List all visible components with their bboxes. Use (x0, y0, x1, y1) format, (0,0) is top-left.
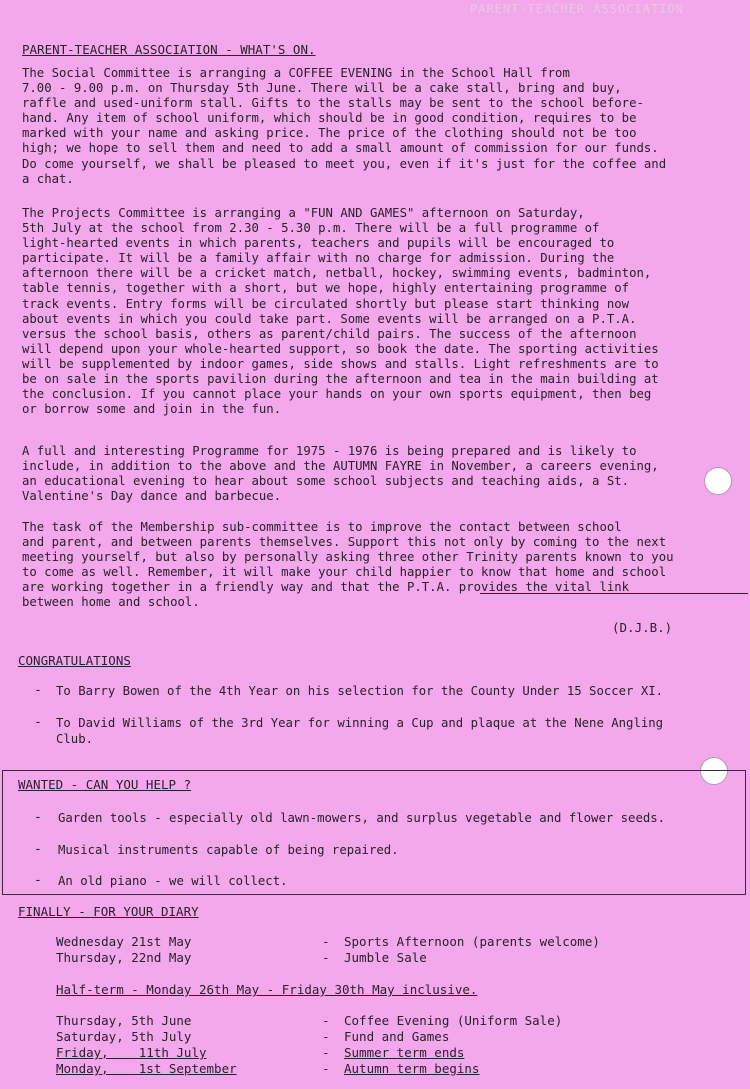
diary-dash: - (322, 934, 330, 949)
wanted-heading: WANTED - CAN YOU HELP ? (18, 777, 192, 792)
signature: (D.J.B.) (612, 620, 673, 635)
congrats-item: To David Williams of the 3rd Year for winning a Cup and plaque at the Nene Angling Club. (56, 716, 664, 746)
wanted-item: Musical instruments capable of being repaired. (58, 843, 399, 857)
diary-heading: FINALLY - FOR YOUR DIARY (18, 904, 199, 919)
diary-dash: - (322, 1061, 330, 1076)
diary-date: Friday, 11th July (56, 1045, 207, 1060)
bullet-dash: - (34, 873, 42, 888)
diary-dash: - (322, 1045, 330, 1060)
pta-heading: PARENT-TEACHER ASSOCIATION - WHAT'S ON. (22, 42, 316, 57)
faded-header: PARENT-TEACHER ASSOCIATION (470, 2, 684, 16)
diary-event: Coffee Evening (Uniform Sale) (344, 1013, 563, 1028)
diary-dash: - (322, 1013, 330, 1028)
punch-hole (704, 467, 732, 495)
fun-and-games-paragraph: The Projects Committee is arranging a "FUN AND GAMES" afternoon on Saturday, 5th July at the school from 2.30 - 5.30 p.m. There will be a full programme of light-hearted events in which parents, teachers and pupils will be encouraged to participate. It will be a family affair with no charge for admission. During the afternoon there will be a cricket match, netball, hockey, swimming events, badminton, table tennis, together with a short, but we hope, highly entertaining programme of track events. Entry forms will be circulated shortly but please start thinking now about events in which you could take part. Some events will be arranged on a P.T.A. versus the school basis, others as parent/child pairs. The success of the afternoon will depend upon your whole-hearted support, so book the date. The sporting activities will be supplemented by indoor games, side shows and stalls. Light refreshments are to be on sale in the sports pavilion during the afternoon and tea in the main building at the conclusion. If you cannot place your hands on your own sports equipment, then beg or borrow some and join in the fun. (22, 206, 659, 417)
wanted-item: An old piano - we will collect. (58, 874, 288, 888)
diary-date: Thursday, 5th June (56, 1013, 192, 1028)
diary-event: Sports Afternoon (parents welcome) (344, 934, 600, 949)
diary-date: Saturday, 5th July (56, 1029, 192, 1044)
congrats-item: To Barry Bowen of the 4th Year on his selection for the County Under 15 Soccer XI. (56, 684, 664, 698)
bullet-dash: - (34, 810, 42, 825)
diary-event: Summer term ends (344, 1045, 465, 1060)
bullet-dash: - (34, 842, 42, 857)
membership-paragraph: The task of the Membership sub-committee is to improve the contact between school and parent, and between parents themselves. Support this not only by coming to the next meeting yourself, but also by personally asking three other Trinity parents known to you to come as well. Remember, it will make your child happier to know that home and school are working together in a friendly way and that the P.T.A. provides the vital link between home and school. (22, 520, 674, 610)
diary-date: Wednesday 21st May (56, 934, 192, 949)
programme-paragraph: A full and interesting Programme for 1975 - 1976 is being prepared and is likely to include, in addition to the above and the AUTUMN FAYRE in November, a careers evening, an educational evening to hear about some school subjects and teaching aids, a St. Valentine's Day dance and barbecue. (22, 444, 659, 504)
diary-dash: - (322, 1029, 330, 1044)
coffee-evening-paragraph: The Social Committee is arranging a COFFEE EVENING in the School Hall from 7.00 - 9.00 p.m. on Thursday 5th June. There will be a cake stall, bring and buy, raffle and used-uniform stall. Gifts to the stalls may be sent to the school before- hand. Any item of school uniform, which should be in good condition, requires to be marked with your name and asking price. The price of the clothing should not be too high; we hope to sell them and need to add a small amount of commission for our funds. Do come yourself, we shall be pleased to meet you, even if it's just for the coffee and a chat. (22, 66, 667, 186)
strikethrough-mark (480, 593, 748, 594)
congratulations-heading: CONGRATULATIONS (18, 653, 131, 668)
diary-event: Fund and Games (344, 1029, 450, 1044)
bullet-dash: - (34, 715, 42, 730)
bullet-dash: - (34, 683, 42, 698)
diary-date: Thursday, 22nd May (56, 950, 192, 965)
wanted-item: Garden tools - especially old lawn-mowers, and surplus vegetable and flower seeds. (58, 811, 666, 825)
diary-event: Jumble Sale (344, 950, 427, 965)
half-term-line: Half-term - Monday 26th May - Friday 30th May inclusive. (56, 982, 478, 997)
diary-event: Autumn term begins (344, 1061, 480, 1076)
diary-dash: - (322, 950, 330, 965)
diary-date: Monday, 1st September (56, 1061, 237, 1076)
